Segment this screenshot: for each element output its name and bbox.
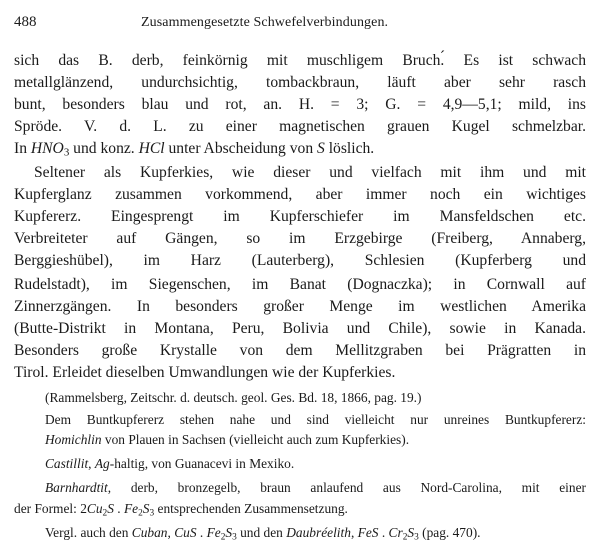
text-line: sich das B. derb, feinkörnig mit muschligem Bruch.́ Es ist schwach xyxy=(14,52,586,69)
running-title: Zusammengesetzte Schwefelverbindungen. xyxy=(141,15,389,30)
formula-hno3: HNO xyxy=(30,140,64,157)
text-line: (Butte-Distrikt in Montana, Peru, Bolivia und Chile), sowie in Kanada. xyxy=(14,320,586,337)
text-line: Spröde. V. d. L. zu einer magnetischen grauen Kugel schmelzbar. xyxy=(14,118,586,135)
formula: CuS xyxy=(174,525,197,540)
mineral-name: Daubréelith xyxy=(286,525,351,540)
element-ag: Ag xyxy=(94,456,110,471)
text-fragment: und konz. xyxy=(69,140,139,157)
text-fragment: der Formel: 2 xyxy=(14,501,87,516)
text-line: Tirol. Erleidet dieselben Umwandlungen wie der Kupferkies. xyxy=(14,364,396,381)
barnhardtit-formula-line xyxy=(14,501,586,517)
text-line: Besonders große Krystalle von dem Mellitzgraben bei Prägratten in xyxy=(14,342,586,359)
vergl-note xyxy=(45,525,586,541)
formula-hcl: HCl xyxy=(138,140,165,157)
text-line: Rudelstadt), im Siegenschen, im Banat (Dognaczka); in Cornwall auf xyxy=(14,276,586,293)
text-line: Berggieshübel), im Harz (Lauterberg), Schlesien (Kupferberg und xyxy=(14,252,586,269)
castillit-note xyxy=(45,456,586,472)
formula: Cu xyxy=(86,501,103,516)
formula: S xyxy=(107,501,114,516)
subscript: 2 xyxy=(138,508,143,519)
text-fragment: unter Abscheidung von xyxy=(164,140,318,157)
text-fragment: , derb, bronzegelb, braun anlaufend aus Nord-Carolina, mit einer xyxy=(107,480,586,495)
text-fragment: . xyxy=(378,525,389,540)
formula: S xyxy=(225,525,233,540)
homichlin-note xyxy=(45,432,586,448)
page-header xyxy=(14,14,586,36)
text-fragment: , xyxy=(167,525,175,540)
mineral-name: Cuban xyxy=(131,525,168,540)
text-line-formula xyxy=(14,140,586,158)
text-fragment: , xyxy=(350,525,358,540)
text-fragment: In xyxy=(14,140,31,157)
text-line: metallglänzend, undurchsichtig, tombackbraun, läuft aber sehr rasch xyxy=(14,74,586,91)
formula: S xyxy=(142,501,150,516)
text-fragment: von Plauen in Sachsen (vielleicht auch zum Kupferkies). xyxy=(101,432,410,447)
formula: Fe xyxy=(123,501,139,516)
text-fragment: und den xyxy=(236,525,287,540)
mineral-name: Homichlin xyxy=(45,432,102,447)
text-line: Kupferglanz zusammen vorkommend, aber immer noch ein wichtiges xyxy=(14,186,586,203)
subscript: 2 xyxy=(402,532,408,543)
subscript: 3 xyxy=(232,532,237,543)
related-intro: Dem Buntkupfererz stehen nahe und sind vielleicht nur unreines Buntkupfererz: xyxy=(45,412,586,427)
page-number: 488 xyxy=(14,14,37,30)
text-line: Kupfererz. Eingesprengt im Kupferschiefer im Mansfeldschen etc. xyxy=(14,208,586,225)
text-fragment: . xyxy=(113,501,124,516)
formula: S xyxy=(407,525,415,540)
barnhardtit-note xyxy=(45,480,586,496)
text-fragment: löslich. xyxy=(324,140,375,157)
text-fragment: Vergl. auch den xyxy=(45,525,132,540)
subscript: 2 xyxy=(102,508,108,519)
subscript: 2 xyxy=(220,532,226,543)
formula: Cr xyxy=(388,525,403,540)
subscript: 3 xyxy=(63,146,70,159)
text-line: bunt, besonders blau und rot, an. H. = 3; G. = 4,9—5,1; mild, ins xyxy=(14,96,586,113)
subscript: 3 xyxy=(149,508,155,519)
mineral-name: Barnhardtit xyxy=(45,480,108,495)
reference-note: (Rammelsberg, Zeitschr. d. deutsch. geol. Ges. Bd. 18, 1866, pag. 19.) xyxy=(45,390,422,405)
text-line: Verbreiteter auf Gängen, so im Erzgebirge (Freiberg, Annaberg, xyxy=(14,230,586,247)
text-fragment: entsprechenden Zusammensetzung. xyxy=(154,501,348,516)
text-line: Seltener als Kupferkies, wie dieser und vielfach mit ihm und mit xyxy=(34,164,586,181)
formula-s: S xyxy=(317,140,325,157)
subscript: 3 xyxy=(414,532,419,543)
text-fragment: -haltig, von Guanacevi in Mexiko. xyxy=(109,456,295,471)
formula: Fe xyxy=(206,525,221,540)
text-line: Zinnerzgängen. In besonders großer Menge im westlichen Amerika xyxy=(14,298,586,315)
text-fragment: , xyxy=(88,456,95,471)
formula: FeS xyxy=(357,525,379,540)
mineral-name: Castillit xyxy=(45,456,89,471)
text-fragment: (pag. 470). xyxy=(418,525,481,540)
text-fragment: . xyxy=(196,525,207,540)
